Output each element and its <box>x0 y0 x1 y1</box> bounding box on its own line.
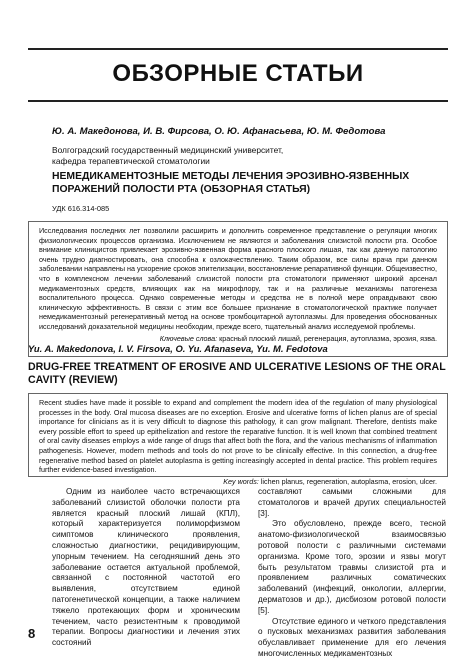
keywords-en-values: lichen planus, regeneration, autoplasma, erosion, ulcer. <box>260 476 437 486</box>
authors-en: Yu. A. Makedonova, I. V. Firsova, O. Yu. Afanaseva, Yu. M. Fedotova <box>28 343 328 354</box>
body-paragraph: составляют самыми сложными для стоматологов и врачей других специальностей [3]. <box>258 487 446 518</box>
body-column-left <box>52 487 240 649</box>
keywords-en <box>39 477 437 487</box>
affiliation <box>52 145 412 166</box>
authors-ru: Ю. А. Македонова, И. В. Фирсова, О. Ю. Афанасьева, Ю. М. Федотова <box>52 126 386 137</box>
article-title-en: DRUG-FREE TREATMENT OF EROSIVE AND ULCERATIVE LESIONS OF THE ORAL CAVITY (REVIEW) <box>28 361 446 386</box>
section-title: ОБЗОРНЫЕ СТАТЬИ <box>112 60 364 87</box>
abstract-ru-text: Исследования последних лет позволили расширить и дополнить современное представление о регуляции многих физиологических процессов организма. Исключением не являются и заболевания слизистой полости рта. Особое внимание клиницистов привлекает эрозивно-язвенная форма красного плоского лишая, так как данную патологию очень трудно диагностировать, она способна к озлокачествлению. Таким образом, все силы врача при данном заболевании направлены на ускорение сроков эпителизации, восстановление репаративной функции. Общеизвестно, что в комплексном лечении заболеваний слизистой полости рта стоматологи применяют широкий арсенал медикаментозных средств, влияющих как на микрофлору, так и на различные механизмы патогенеза воспалительного процесса. Однако современные методы и средства не в полной мере оправдывают свою клиническую эффективность. В связи с этим все большее признание в стоматологической практике получает немедикаментозный регенеративный метод на основе тромбоцитарной аутоплазмы. Для проведения обоснованных исследований доказательной медицины необходим, прежде всего, тщательный анализ исследуемой проблемы. <box>39 226 437 331</box>
keywords-ru <box>39 334 437 344</box>
keywords-ru-values: красный плоский лишай, регенерация, аутоплазма, эрозия, язва. <box>219 333 437 343</box>
keywords-en-label: Key words: <box>223 476 259 486</box>
affiliation-line-2: кафедра терапевтической стоматологии <box>52 155 210 166</box>
body-paragraph: Одним из наиболее часто встречающихся заболеваний слизистой оболочки полости рта является красный плоский лишай (КПЛ), который характеризуется полиморфизмом симптомов клинического проявления, сложностью диагностики, рецидивирующим, упорным течением. На сегодняшний день это заболевание остается актуальной проблемой, связанной с постоянной частотой его выявления, отсутствием единой патогенетической концепции, а также наличием тяжело протекающих форм и хроническим течением, часто резистентным к проводимой терапии. Вопросы диагностики и лечения этих состояний <box>52 487 240 648</box>
header-rule-top <box>28 48 448 50</box>
abstract-en-box <box>28 393 448 486</box>
udk-code: УДК 616.314-085 <box>52 204 110 213</box>
abstract-en-text: Recent studies have made it possible to expand and complement the modern idea of the regulation of many physiological processes in the body. Oral mucosa diseases are no exception. Erosive and ulcerative forms of lichen planus are of special importance for clinicians as it is very difficult to diagnose this pathology, it can grow malignant. Therefore, dentists make every possible effort to speed up epithelization and restore the reparative function. It is well known that combined treatment of oral cavity diseases employs a wide range of drugs that affect both the flora, and the various mechanisms of inflammation pathogenesis. However, modern methods and tools do not prove to be clinically effective. In this connection, a drug-free regenerative method based on platelet autoplasma is getting increasingly accepted in dental practice. This problem requires further evidence-based investigation. <box>39 398 437 475</box>
affiliation-line-1: Волгоградский государственный медицинский университет, <box>52 145 284 155</box>
body-paragraph: Это обусловлено, прежде всего, тесной анатомо-физиологической взаимосвязью ротовой полости с различными системами организма. Кроме того, эрозии и язвы могут быть результатом травмы слизистой рта и проявлением различных соматических заболеваний (инфекций, онкологии, аллергии, дерматозов и др.), дисбиозом ротовой полости [5]. <box>258 519 446 615</box>
abstract-ru-box <box>28 221 448 357</box>
body-paragraph: Отсутствие единого и четкого представления о пусковых механизмах развития заболевания обуславливает применение для его лечения многочисленных медикаментозных <box>258 616 446 658</box>
page-number: 8 <box>28 626 36 641</box>
header-rule-bottom <box>28 100 448 102</box>
keywords-ru-label: Ключевые слова: <box>159 333 218 343</box>
body-column-right <box>258 487 446 660</box>
article-title-ru: НЕМЕДИКАМЕНТОЗНЫЕ МЕТОДЫ ЛЕЧЕНИЯ ЭРОЗИВНО-ЯЗВЕННЫХ ПОРАЖЕНИЙ ПОЛОСТИ РТА (ОБЗОРНАЯ СТАТЬЯ) <box>52 171 410 195</box>
